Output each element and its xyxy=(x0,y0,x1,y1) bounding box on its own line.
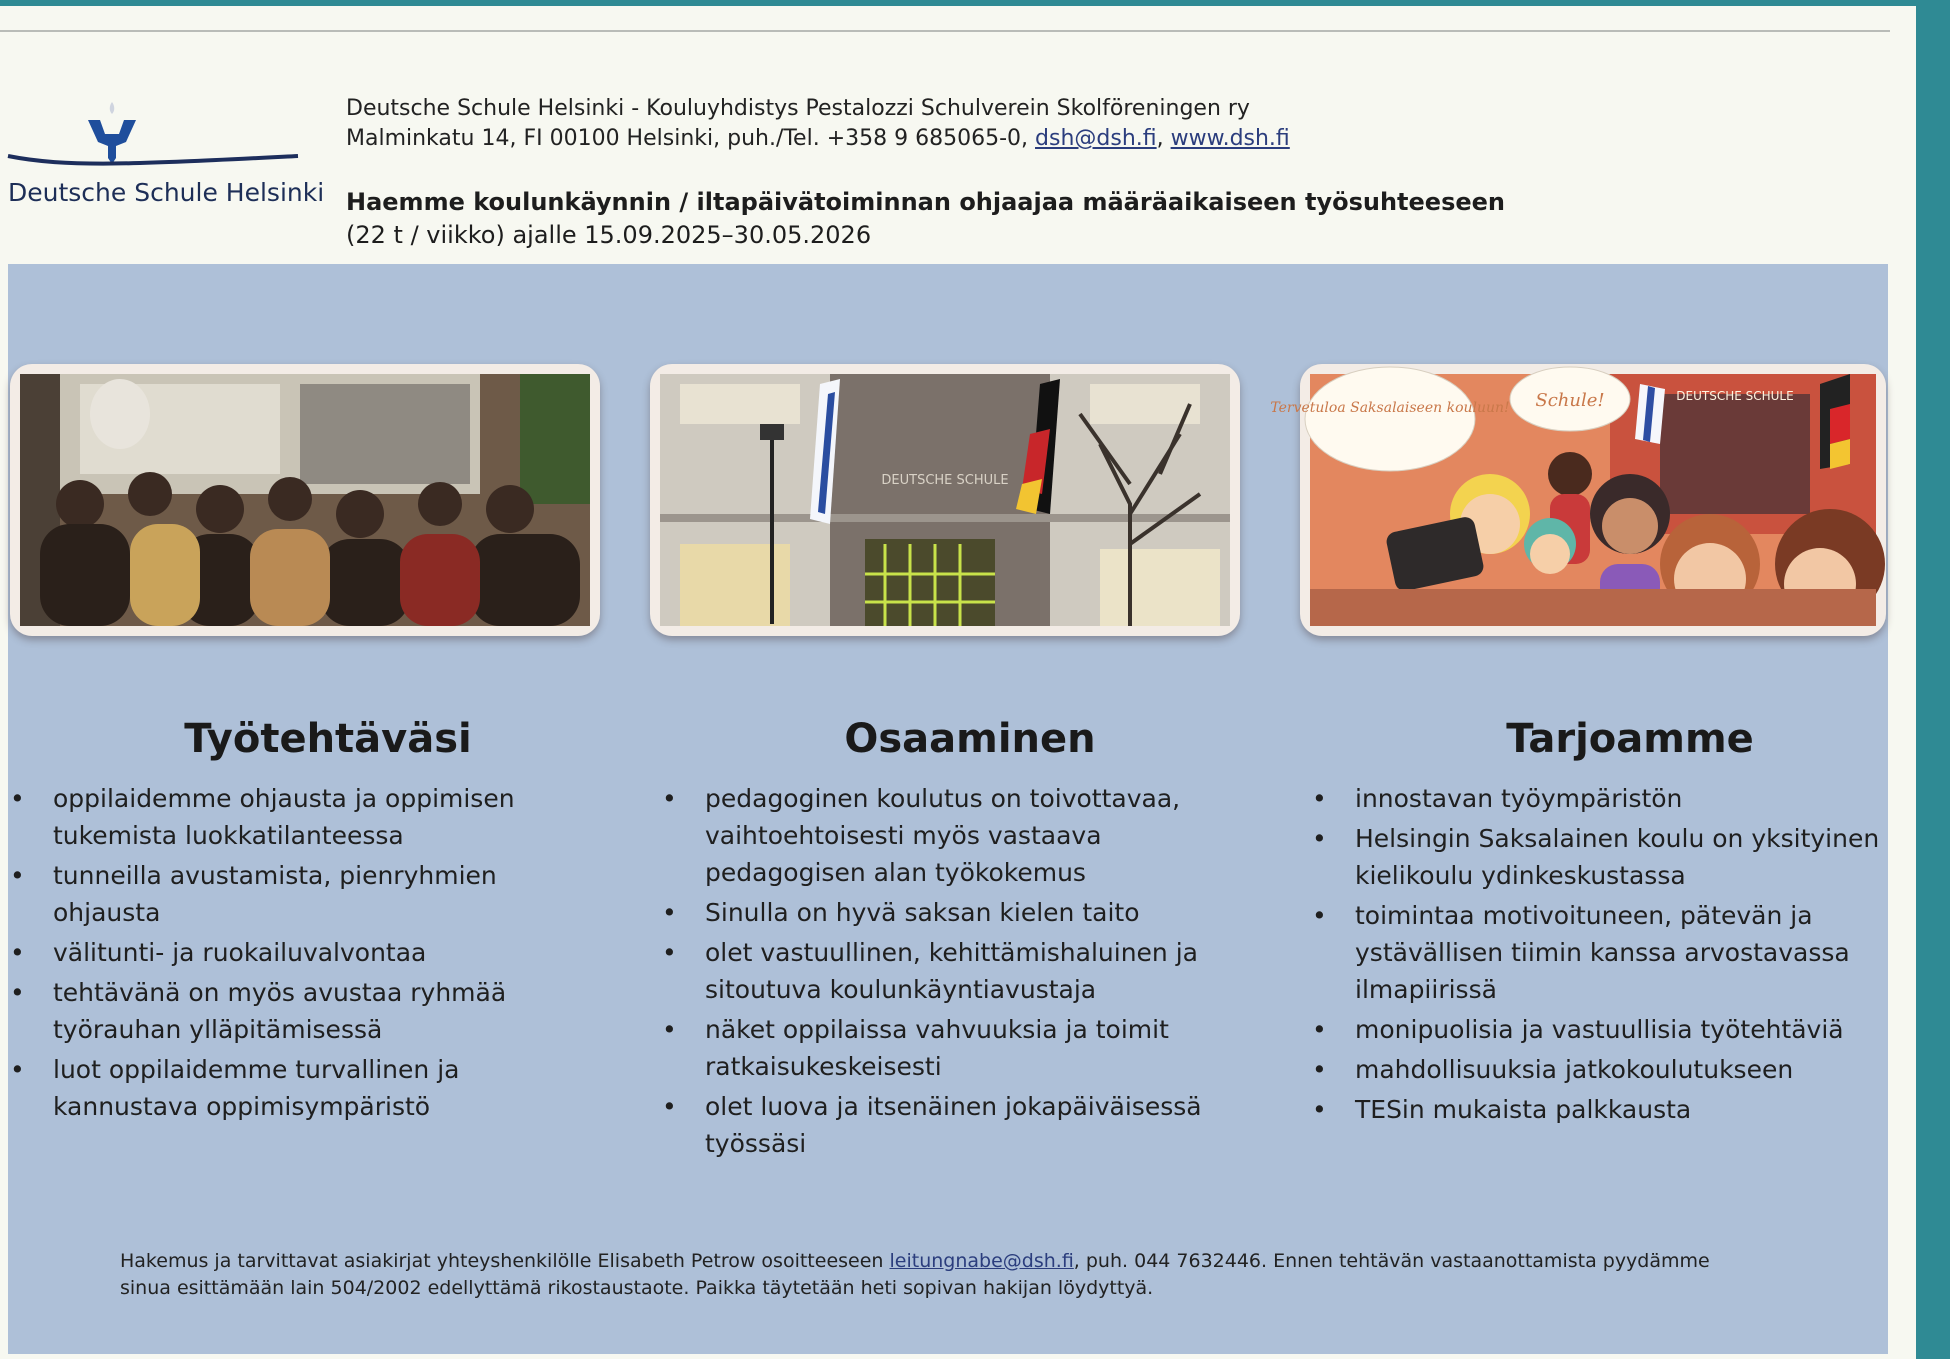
list-item: • toimintaa motivoituneen, pätevän ja ystävällisen tiimin kanssa arvostavassa ilmapiirissä xyxy=(1310,897,1888,1008)
address-line xyxy=(346,124,1846,154)
column-tasks xyxy=(8,716,568,1128)
welcome-illustration-image xyxy=(1270,374,1876,626)
classroom-photo-image xyxy=(20,374,590,626)
address-text: Malminkatu 14, FI 00100 Helsinki, puh./Tel. +358 9 685065-0, xyxy=(346,126,1036,151)
list-item: • Helsingin Saksalainen koulu on yksityinen kielikoulu ydinkeskustassa xyxy=(1310,820,1888,894)
application-instructions xyxy=(120,1248,1760,1302)
list-item: • innostavan työympäristön xyxy=(1310,780,1888,817)
contact-email-link[interactable]: leitungnabe@dsh.fi xyxy=(889,1250,1074,1272)
footer-text-suffix: , puh. 044 7632446. Ennen tehtävän vastaanottamista pyydämme sinua esittämään lain 504/2002 edellyttämä rikostaustaote. Paikka täytetään heti sopivan hakijan löydyttyä. xyxy=(120,1250,1710,1299)
offer-heading: Tarjoamme xyxy=(1506,716,1754,762)
list-item: • olet vastuullinen, kehittämishaluinen ja sitoutuva koulunkäyntiavustaja xyxy=(660,934,1240,1008)
building-facade-sign: DEUTSCHE SCHULE xyxy=(881,473,1009,488)
photo-classroom xyxy=(10,364,600,636)
list-item: • oppilaidemme ohjausta ja oppimisen tukemista luokkatilanteessa xyxy=(8,780,568,854)
list-item: • tehtävänä on myös avustaa ryhmää työrauhan ylläpitämisessä xyxy=(8,974,568,1048)
speech-bubble-text: Schule! xyxy=(1535,390,1605,411)
list-item: • luot oppilaidemme turvallinen ja kannustava oppimisympäristö xyxy=(8,1051,568,1125)
school-contact-block xyxy=(346,94,1846,154)
list-item: • näket oppilaissa vahvuuksia ja toimit ratkaisukeskeisesti xyxy=(660,1011,1240,1085)
tasks-list xyxy=(8,780,568,1125)
separator: , xyxy=(1156,126,1171,151)
skills-list xyxy=(660,780,1240,1162)
offer-list xyxy=(1310,780,1888,1128)
column-skills xyxy=(660,716,1240,1165)
list-item: • TESin mukaista palkkausta xyxy=(1310,1091,1888,1128)
list-item: • mahdollisuuksia jatkokoulutukseen xyxy=(1310,1051,1888,1088)
school-building-image xyxy=(660,374,1230,626)
footer-text-prefix: Hakemus ja tarvittavat asiakirjat yhteyshenkilölle Elisabeth Petrow osoitteeseen xyxy=(120,1250,890,1272)
skills-heading: Osaaminen xyxy=(844,716,1096,762)
illustration-sign: DEUTSCHE SCHULE xyxy=(1676,389,1794,403)
list-item: • monipuolisia ja vastuullisia työtehtäviä xyxy=(1310,1011,1888,1048)
content-panel xyxy=(8,264,1888,1354)
list-item: • olet luova ja itsenäinen jokapäiväisessä työssäsi xyxy=(660,1088,1240,1162)
tasks-heading: Työtehtäväsi xyxy=(184,716,472,762)
list-item: • tunneilla avustamista, pienryhmien ohjausta xyxy=(8,857,568,931)
column-offer xyxy=(1310,716,1888,1131)
top-divider xyxy=(0,30,1890,32)
photo-welcome-illustration xyxy=(1270,364,1886,636)
job-period: (22 t / viikko) ajalle 15.09.2025–30.05.2026 xyxy=(346,221,872,249)
website-link[interactable]: www.dsh.fi xyxy=(1170,126,1290,151)
logo-wordmark: Deutsche Schule Helsinki xyxy=(8,178,325,207)
school-email-link[interactable]: dsh@dsh.fi xyxy=(1035,126,1157,151)
job-posting-sheet xyxy=(0,6,1916,1359)
list-item: • pedagoginen koulutus on toivottavaa, vaihtoehtoisesti myös vastaava pedagogisen alan työkokemus xyxy=(660,780,1240,891)
job-title-block xyxy=(346,186,1846,252)
welcome-bubble-text: Tervetuloa Saksalaiseen kouluun! xyxy=(1270,400,1510,416)
photo-school-building xyxy=(650,364,1240,636)
list-item: • välitunti- ja ruokailuvalvontaa xyxy=(8,934,568,971)
school-name-line: Deutsche Schule Helsinki - Kouluyhdistys Pestalozzi Schulverein Skolföreningen ry xyxy=(346,96,1250,121)
list-item: • Sinulla on hyvä saksan kielen taito xyxy=(660,894,1240,931)
job-title: Haemme koulunkäynnin / iltapäivätoiminnan ohjaajaa määräaikaiseen työsuhteeseen xyxy=(346,188,1506,216)
